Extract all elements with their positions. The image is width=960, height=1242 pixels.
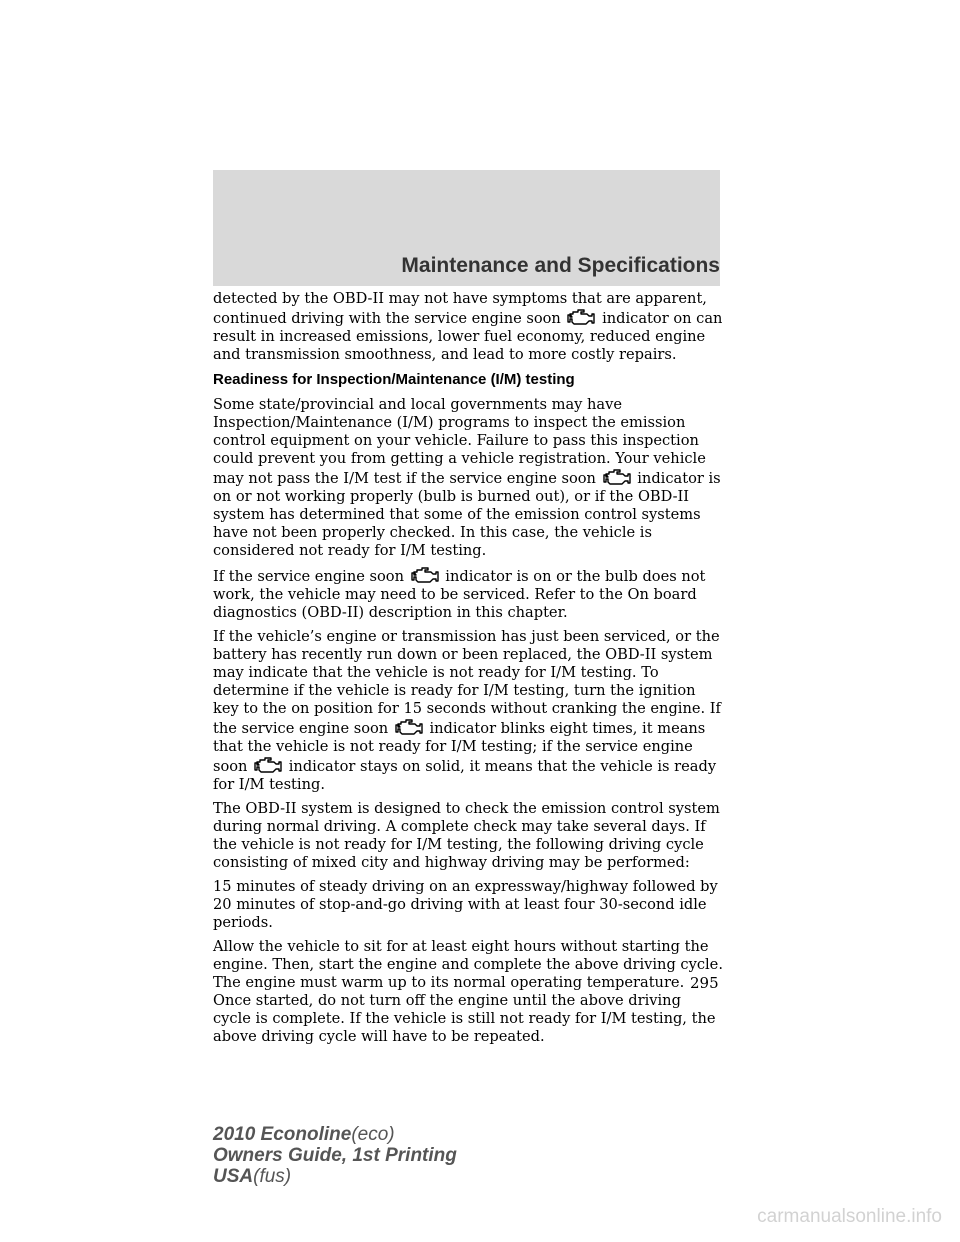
footer-market: USA	[213, 1166, 254, 1187]
paragraph-sit-vehicle: Allow the vehicle to sit for at least eight hours without starting the engine. Then, start the engine and complete the above driving cycle. The engine must warm up to its normal operating temperature. Once started, do not turn off the engine until the above driving cycle is complete. If the vehicle is still not ready for I/M testing, the above driving cycle will have to be repeated.	[213, 938, 723, 1045]
paragraph-text: indicator is on or the bulb does not work, the vehicle may need to be serviced. Refer to the On board diagnostics (OBD-II) description in this chapter.	[213, 568, 706, 621]
paragraph-text: If the vehicle’s engine or transmission has just been serviced, or the battery has recently run down or been replaced, the OBD-II system may indicate that the vehicle is not ready for I/M testing. To determine if the vehicle is ready for I/M testing, turn the ignition key to the on position for 15 seconds without cranking the engine. If the service engine soon	[213, 628, 721, 737]
footer-market-code: (fus)	[253, 1166, 292, 1187]
check-engine-icon	[566, 308, 596, 326]
section-heading: Readiness for Inspection/Maintenance (I/M) testing	[213, 371, 575, 388]
watermark: carmanualsonline.info	[757, 1206, 942, 1227]
footer-model: 2010 Econoline	[213, 1124, 352, 1145]
paragraph-im-programs	[213, 396, 723, 560]
check-engine-icon	[602, 468, 632, 486]
paragraph-steady-driving: 15 minutes of steady driving on an expressway/highway followed by 20 minutes of stop-and-go driving with at least four 30-second idle periods.	[213, 878, 718, 931]
check-engine-icon	[410, 566, 440, 584]
footer-imprint	[213, 1124, 457, 1187]
paragraph-text: indicator stays on solid, it means that the vehicle is ready for I/M testing.	[213, 758, 717, 793]
paragraph-text: indicator is on or not working properly (bulb is burned out), or if the OBD-II system has determined that some of the emission control systems have not been properly checked. In this case, the vehicle is considered not ready for I/M testing.	[213, 470, 721, 559]
check-engine-icon	[253, 756, 283, 774]
section-title: Maintenance and Specifications	[401, 254, 720, 277]
paragraph-obd-symptoms	[213, 290, 723, 364]
page-number: 295	[690, 974, 719, 992]
check-engine-icon	[394, 718, 424, 736]
paragraph-text: indicator on can result in increased emissions, lower fuel economy, reduced engine and transmission smoothness, and lead to more costly repairs.	[213, 310, 723, 363]
footer-line-model	[213, 1124, 457, 1145]
paragraph-text: If the service engine soon	[213, 568, 404, 585]
page-content	[213, 290, 723, 1052]
footer-printing: Owners Guide, 1st Printing	[213, 1145, 457, 1166]
footer-model-code: (eco)	[351, 1124, 395, 1145]
paragraph-text: Some state/provincial and local governments may have Inspection/Maintenance (I/M) programs to inspect the emission control equipment on your vehicle. Failure to pass this inspection could prevent you from getting a vehicle registration. Your vehicle may not pass the I/M test if the service engine soon	[213, 396, 706, 487]
paragraph-readiness-check	[213, 628, 723, 794]
paragraph-driving-cycle: The OBD-II system is designed to check the emission control system during normal driving. A complete check may take several days. If the vehicle is not ready for I/M testing, the following driving cycle consisting of mixed city and highway driving may be performed:	[213, 800, 720, 871]
paragraph-text: indicator blinks eight times, it means that the vehicle is not ready for I/M testing; if the service engine soon	[213, 720, 706, 775]
paragraph-text: detected by the OBD-II may not have symptoms that are apparent, continued driving with the service engine soon	[213, 290, 707, 327]
paragraph-bulb	[213, 566, 723, 622]
footer-line-market	[213, 1166, 457, 1187]
